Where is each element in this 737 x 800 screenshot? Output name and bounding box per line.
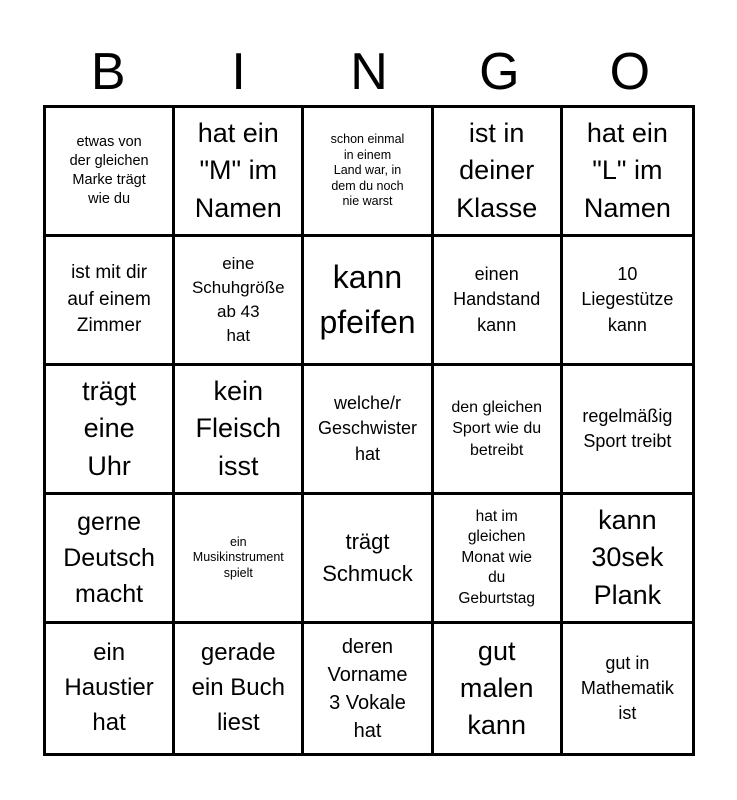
cell-text: den gleichen Sport wie du betreibt: [451, 399, 543, 459]
header-letter-o: O: [609, 43, 651, 101]
cell-text: gut malen kann: [459, 635, 534, 741]
cell-text: trägt Schmuck: [322, 529, 413, 586]
bingo-cell[interactable]: [304, 495, 433, 624]
cell-text: schon einmal in einem Land war, in dem du noch nie warst: [330, 131, 405, 209]
cell-text: ein Haustier hat: [64, 639, 154, 736]
bingo-cell[interactable]: [434, 366, 563, 495]
cell-text: kein Fleisch isst: [195, 376, 282, 481]
bingo-cell[interactable]: [304, 624, 433, 753]
cell-text: gut in Mathematik ist: [580, 652, 674, 724]
cell-text: hat ein "M" im Namen: [194, 118, 282, 223]
cell-text: regelmäßig Sport treibt: [582, 405, 673, 451]
bingo-cell[interactable]: [304, 366, 433, 495]
cell-text: deren Vorname 3 Vokale hat: [327, 635, 408, 742]
bingo-cell[interactable]: [563, 108, 692, 237]
header-letter-n: N: [350, 43, 388, 101]
bingo-cell[interactable]: [175, 108, 304, 237]
bingo-cell[interactable]: [434, 495, 563, 624]
bingo-cell[interactable]: [175, 495, 304, 624]
cell-text: 10 Liegestütze kann: [581, 264, 674, 335]
bingo-header: [43, 40, 695, 104]
bingo-cell[interactable]: [46, 237, 175, 366]
bingo-cell[interactable]: [563, 237, 692, 366]
bingo-cell[interactable]: [563, 495, 692, 624]
bingo-cell[interactable]: [46, 624, 175, 753]
cell-text: einen Handstand kann: [453, 264, 541, 335]
bingo-cell[interactable]: [46, 366, 175, 495]
cell-text: hat im gleichen Monat wie du Geburtstag: [458, 507, 536, 607]
cell-text: gerade ein Buch liest: [191, 639, 285, 736]
cell-text: ein Musikinstrument spielt: [192, 534, 284, 580]
cell-text: eine Schuhgröße ab 43 hat: [191, 254, 285, 345]
bingo-cell[interactable]: [563, 624, 692, 753]
cell-text: ist mit dir auf einem Zimmer: [67, 262, 151, 337]
bingo-cell[interactable]: [563, 366, 692, 495]
header-letter-g: G: [479, 43, 520, 101]
bingo-cell[interactable]: [175, 366, 304, 495]
header-letter-b: B: [90, 43, 126, 101]
cell-text: trägt eine Uhr: [82, 376, 137, 481]
bingo-cell[interactable]: [46, 108, 175, 237]
cell-text: ist in deiner Klasse: [456, 118, 538, 223]
bingo-cell[interactable]: [434, 624, 563, 753]
bingo-board: [43, 105, 695, 756]
bingo-cell[interactable]: [434, 237, 563, 366]
bingo-cell[interactable]: [304, 237, 433, 366]
bingo-cell[interactable]: [304, 108, 433, 237]
bingo-cell[interactable]: [434, 108, 563, 237]
bingo-cell[interactable]: [46, 495, 175, 624]
cell-text: kann 30sek Plank: [591, 505, 664, 610]
cell-text: gerne Deutsch macht: [63, 507, 155, 609]
header-letter-i: I: [231, 43, 246, 101]
bingo-cell[interactable]: [175, 237, 304, 366]
cell-text: welche/r Geschwister hat: [317, 393, 417, 464]
bingo-cell[interactable]: [175, 624, 304, 753]
cell-text: kann pfeifen: [319, 259, 416, 340]
cell-text: hat ein "L" im Namen: [583, 118, 671, 223]
cell-text: etwas von der gleichen Marke trägt wie du: [69, 133, 149, 208]
